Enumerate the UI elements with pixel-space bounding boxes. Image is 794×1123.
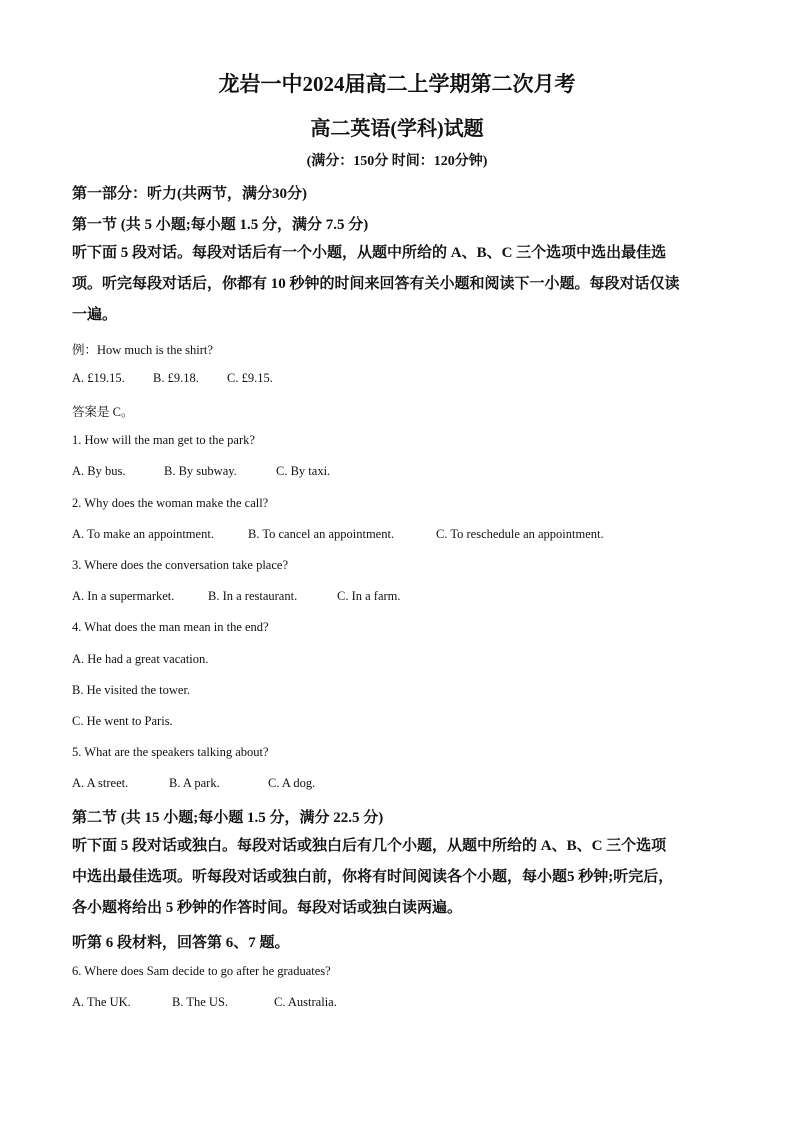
question-4-option-b: B. He visited the tower. [72,683,191,697]
part1-heading: 第一部分：听力(共两节，满分30分) [72,186,307,202]
option: C. £9.15. [227,371,273,385]
question-1: 1. How will the man get to the park? [72,433,255,447]
option: C. By taxi. [276,464,331,478]
material-6-heading: 听第 6 段材料，回答第 6、7 题。 [72,935,290,951]
instruction-line: 听下面 5 段对话。每段对话后有一个小题，从题中所给的 A、B、C 三个选项中选出最佳选 [72,245,667,261]
option: B. The US. [172,995,229,1009]
exam-subtitle: 高二英语(学科)试题 [310,118,484,140]
example-answer: 答案是 C。 [72,405,134,419]
example-question: 例：How much is the shirt? [72,343,213,357]
section2-instructions [72,831,724,924]
exam-title: 龙岩一中2024届高二上学期第二次月考 [218,72,576,96]
exam-info: (满分：150分 时间：120分钟) [306,154,488,169]
option: A. By bus. [72,464,126,478]
question-2: 2. Why does the woman make the call? [72,496,269,510]
option: B. To cancel an appointment. [248,527,395,541]
option: A. £19.15. [72,371,125,385]
option: C. To reschedule an appointment. [436,527,604,541]
option: A. In a supermarket. [72,589,175,603]
question-5: 5. What are the speakers talking about? [72,745,269,759]
option: B. £9.18. [153,371,199,385]
option: B. A park. [169,776,220,790]
section1-instructions [72,238,724,331]
question-4-option-a: A. He had a great vacation. [72,652,209,666]
question-6: 6. Where does Sam decide to go after he graduates? [72,964,331,978]
instruction-line: 听下面 5 段对话或独白。每段对话或独白后有几个小题，从题中所给的 A、B、C 三个选项 [72,838,667,854]
option: A. A street. [72,776,129,790]
option: C. A dog. [268,776,316,790]
question-4-option-c: C. He went to Paris. [72,714,173,728]
section1-heading: 第一节 (共 5 小题;每小题 1.5 分，满分 7.5 分) [72,217,369,233]
option: A. To make an appointment. [72,527,214,541]
question-4: 4. What does the man mean in the end? [72,620,269,634]
question-3: 3. Where does the conversation take place? [72,558,288,572]
option: C. In a farm. [337,589,401,603]
option: B. By subway. [164,464,237,478]
option: B. In a restaurant. [208,589,298,603]
section2-heading: 第二节 (共 15 小题;每小题 1.5 分，满分 22.5 分) [72,810,384,826]
option: A. The UK. [72,995,131,1009]
option: C. Australia. [274,995,337,1009]
instruction-line: 项。听完每段对话后，你都有 10 秒钟的时间来回答有关小题和阅读下一小题。每段对话仅读 [72,276,680,292]
instruction-line: 各小题将给出 5 秒钟的作答时间。每段对话或独白读两遍。 [72,900,463,916]
instruction-line: 中选出最佳选项。听每段对话或独白前，你将有时间阅读各个小题，每小题5 秒钟;听完后， [72,869,674,885]
instruction-line: 一遍。 [72,307,118,323]
